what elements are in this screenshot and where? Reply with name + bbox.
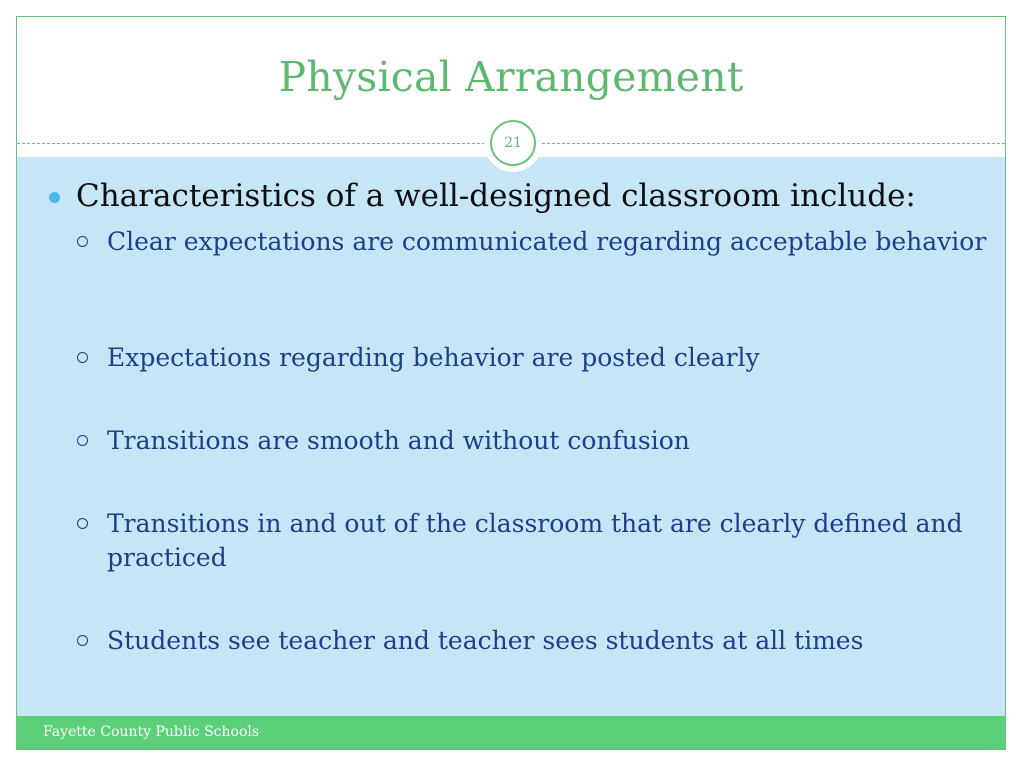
footer-text: Fayette County Public Schools [43, 724, 260, 740]
sub-bullet-text: Transitions in and out of the classroom that are clearly defined and practiced [107, 509, 963, 572]
sub-bullet-text: Clear expectations are communicated regarding acceptable behavior [107, 227, 987, 256]
hollow-bullet-icon [77, 236, 88, 247]
sub-bullet-item [75, 624, 990, 658]
sub-bullet-item [75, 507, 990, 575]
bullet-dot-icon [49, 192, 60, 203]
footer-bar [17, 716, 1005, 750]
slide [16, 16, 1006, 750]
sub-bullet-item [75, 341, 990, 375]
sub-bullet-item [75, 225, 990, 259]
hollow-bullet-icon [77, 635, 88, 646]
main-bullet-text: Characteristics of a well-designed classroom include: [76, 178, 916, 214]
slide-number: 21 [490, 120, 536, 166]
sub-bullet-text: Expectations regarding behavior are posted clearly [107, 343, 760, 372]
hollow-bullet-icon [77, 352, 88, 363]
hollow-bullet-icon [77, 435, 88, 446]
slide-title: Physical Arrangement [278, 53, 744, 101]
sub-bullet-text: Transitions are smooth and without confusion [107, 426, 690, 455]
sub-bullet-item [75, 424, 990, 458]
sub-bullet-text: Students see teacher and teacher sees students at all times [107, 626, 864, 655]
slide-number-badge [484, 114, 542, 172]
hollow-bullet-icon [77, 518, 88, 529]
